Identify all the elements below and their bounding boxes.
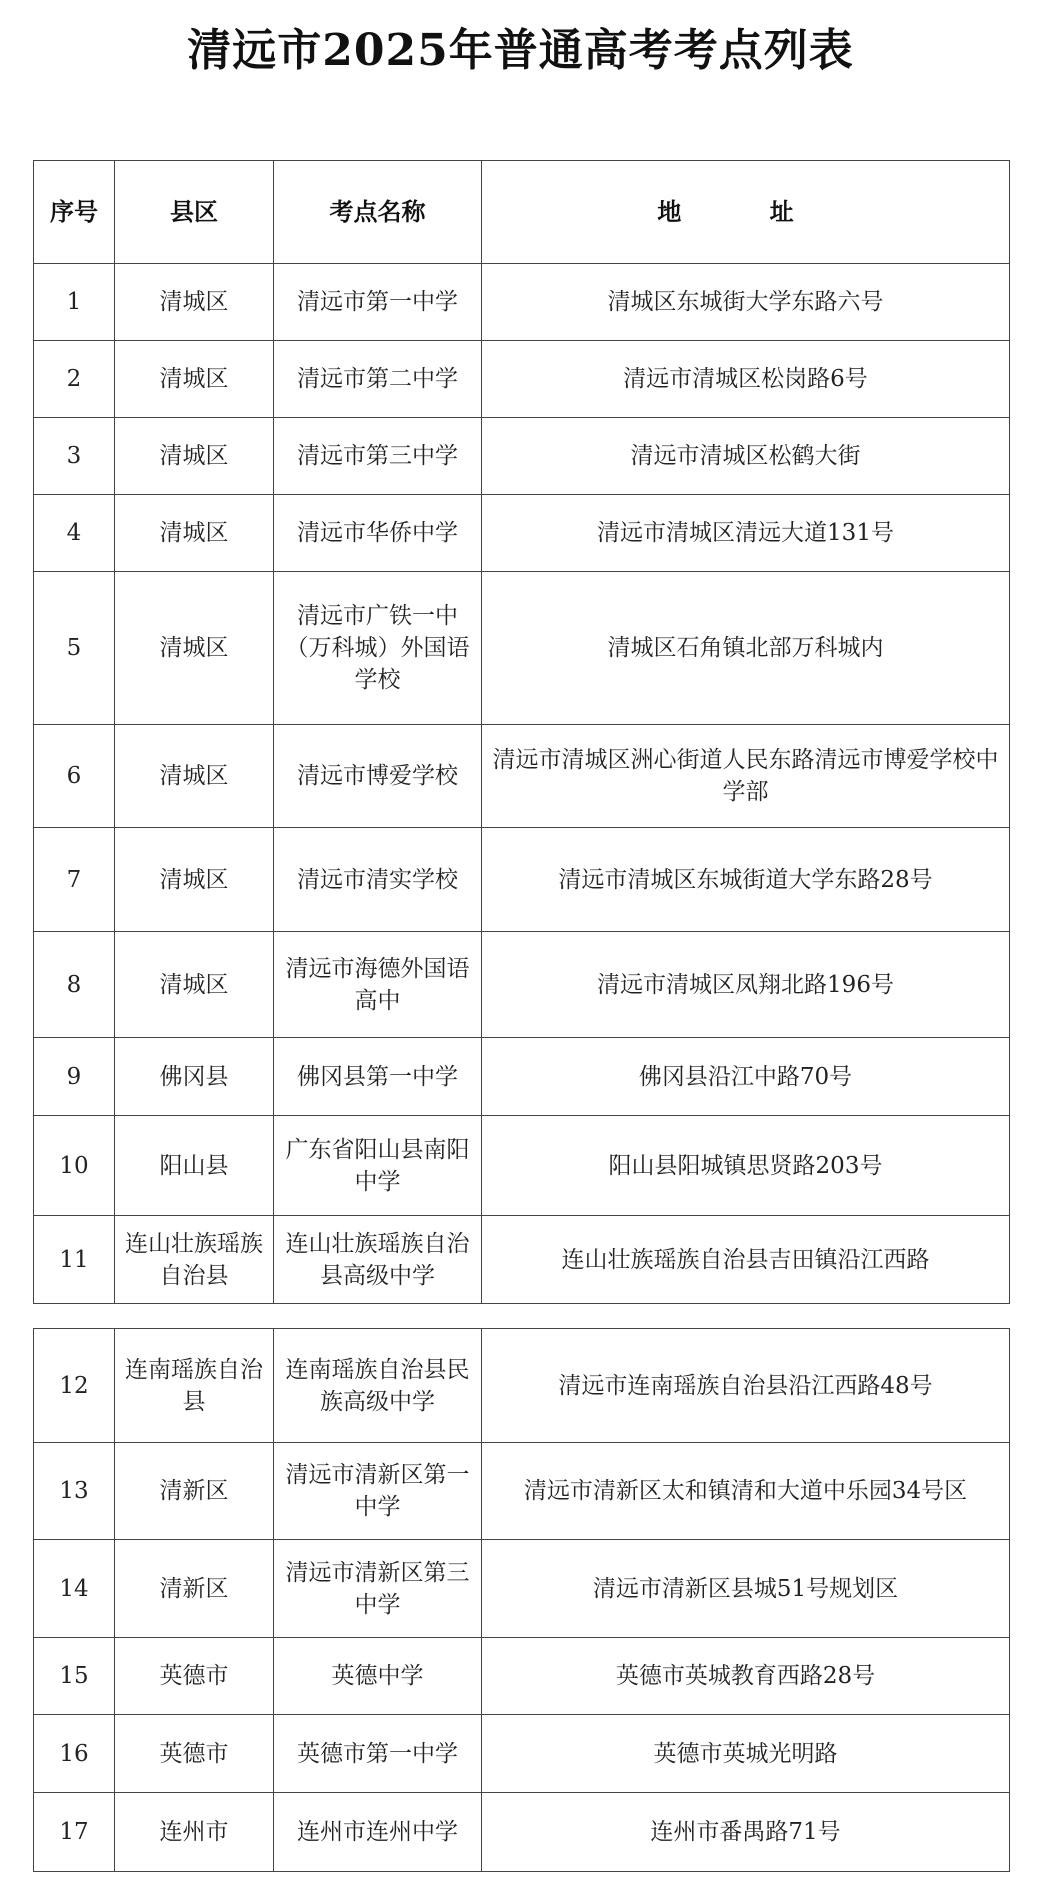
- row-number: 1: [34, 264, 115, 341]
- row-address: 清远市清城区东城街道大学东路28号: [482, 828, 1010, 932]
- row-county: 清城区: [115, 828, 274, 932]
- header-address: 地 址: [482, 161, 1010, 264]
- row-county: 清城区: [115, 932, 274, 1038]
- row-site-name: 佛冈县第一中学: [274, 1038, 482, 1116]
- row-address: 清远市清城区松岗路6号: [482, 341, 1010, 418]
- row-county: 清城区: [115, 264, 274, 341]
- row-address: 清远市清城区洲心街道人民东路清远市博爱学校中学部: [482, 725, 1010, 828]
- header-name: 考点名称: [274, 161, 482, 264]
- row-site-name: 清远市广铁一中（万科城）外国语学校: [274, 572, 482, 725]
- row-site-name: 清远市清新区第一中学: [274, 1443, 482, 1540]
- row-number: 10: [34, 1116, 115, 1216]
- table-row: [34, 341, 1010, 418]
- row-county: 清城区: [115, 725, 274, 828]
- row-site-name: 连州市连州中学: [274, 1793, 482, 1872]
- row-number: 6: [34, 725, 115, 828]
- table-row: [34, 1793, 1010, 1872]
- row-county: 连州市: [115, 1793, 274, 1872]
- row-site-name: 英德市第一中学: [274, 1715, 482, 1793]
- table-row: [34, 1638, 1010, 1715]
- row-number: 14: [34, 1540, 115, 1638]
- row-number: 8: [34, 932, 115, 1038]
- row-number: 2: [34, 341, 115, 418]
- row-site-name: 清远市华侨中学: [274, 495, 482, 572]
- row-number: 11: [34, 1216, 115, 1304]
- row-site-name: 清远市第一中学: [274, 264, 482, 341]
- row-address: 连州市番禺路71号: [482, 1793, 1010, 1872]
- row-site-name: 英德中学: [274, 1638, 482, 1715]
- row-county: 清城区: [115, 572, 274, 725]
- row-county: 清新区: [115, 1443, 274, 1540]
- row-number: 17: [34, 1793, 115, 1872]
- row-site-name: 广东省阳山县南阳中学: [274, 1116, 482, 1216]
- row-site-name: 连南瑶族自治县民族高级中学: [274, 1329, 482, 1443]
- row-county: 清新区: [115, 1540, 274, 1638]
- row-site-name: 清远市第三中学: [274, 418, 482, 495]
- row-county: 连南瑶族自治县: [115, 1329, 274, 1443]
- exam-site-table-part-2: [33, 1328, 1010, 1872]
- row-address: 清远市清城区松鹤大街: [482, 418, 1010, 495]
- row-address: 清远市清新区县城51号规划区: [482, 1540, 1010, 1638]
- row-address: 清城区石角镇北部万科城内: [482, 572, 1010, 725]
- row-site-name: 清远市第二中学: [274, 341, 482, 418]
- row-county: 佛冈县: [115, 1038, 274, 1116]
- row-number: 9: [34, 1038, 115, 1116]
- row-site-name: 清远市海德外国语高中: [274, 932, 482, 1038]
- row-number: 16: [34, 1715, 115, 1793]
- row-address: 清远市清城区清远大道131号: [482, 495, 1010, 572]
- row-site-name: 清远市清新区第三中学: [274, 1540, 482, 1638]
- table-row: [34, 932, 1010, 1038]
- row-county: 阳山县: [115, 1116, 274, 1216]
- row-county: 清城区: [115, 418, 274, 495]
- row-address: 清远市连南瑶族自治县沿江西路48号: [482, 1329, 1010, 1443]
- row-county: 英德市: [115, 1638, 274, 1715]
- header-no: 序号: [34, 161, 115, 264]
- table-row: [34, 1443, 1010, 1540]
- row-address: 英德市英城光明路: [482, 1715, 1010, 1793]
- table-row: [34, 1715, 1010, 1793]
- row-address: 阳山县阳城镇思贤路203号: [482, 1116, 1010, 1216]
- table-row: [34, 418, 1010, 495]
- row-address: 连山壮族瑶族自治县吉田镇沿江西路: [482, 1216, 1010, 1304]
- table-row: [34, 1038, 1010, 1116]
- row-site-name: 连山壮族瑶族自治县高级中学: [274, 1216, 482, 1304]
- row-site-name: 清远市博爱学校: [274, 725, 482, 828]
- row-number: 4: [34, 495, 115, 572]
- page-title: 清远市2025年普通高考考点列表: [187, 25, 854, 76]
- table-row: [34, 1540, 1010, 1638]
- row-number: 7: [34, 828, 115, 932]
- row-number: 3: [34, 418, 115, 495]
- row-address: 清远市清城区凤翔北路196号: [482, 932, 1010, 1038]
- row-address: 清远市清新区太和镇清和大道中乐园34号区: [482, 1443, 1010, 1540]
- row-number: 13: [34, 1443, 115, 1540]
- table-row: [34, 264, 1010, 341]
- table-row: [34, 1216, 1010, 1304]
- table-header-row: [34, 161, 1010, 264]
- row-county: 英德市: [115, 1715, 274, 1793]
- table-row: [34, 828, 1010, 932]
- row-county: 清城区: [115, 495, 274, 572]
- row-address: 清城区东城街大学东路六号: [482, 264, 1010, 341]
- table-row: [34, 1116, 1010, 1216]
- row-county: 连山壮族瑶族自治县: [115, 1216, 274, 1304]
- row-site-name: 清远市清实学校: [274, 828, 482, 932]
- row-number: 15: [34, 1638, 115, 1715]
- row-county: 清城区: [115, 341, 274, 418]
- table-row: [34, 725, 1010, 828]
- header-county: 县区: [115, 161, 274, 264]
- table-row: [34, 1329, 1010, 1443]
- table-row: [34, 572, 1010, 725]
- row-number: 12: [34, 1329, 115, 1443]
- row-address: 佛冈县沿江中路70号: [482, 1038, 1010, 1116]
- row-address: 英德市英城教育西路28号: [482, 1638, 1010, 1715]
- exam-site-table-part-1: [33, 160, 1010, 1304]
- table-row: [34, 495, 1010, 572]
- row-number: 5: [34, 572, 115, 725]
